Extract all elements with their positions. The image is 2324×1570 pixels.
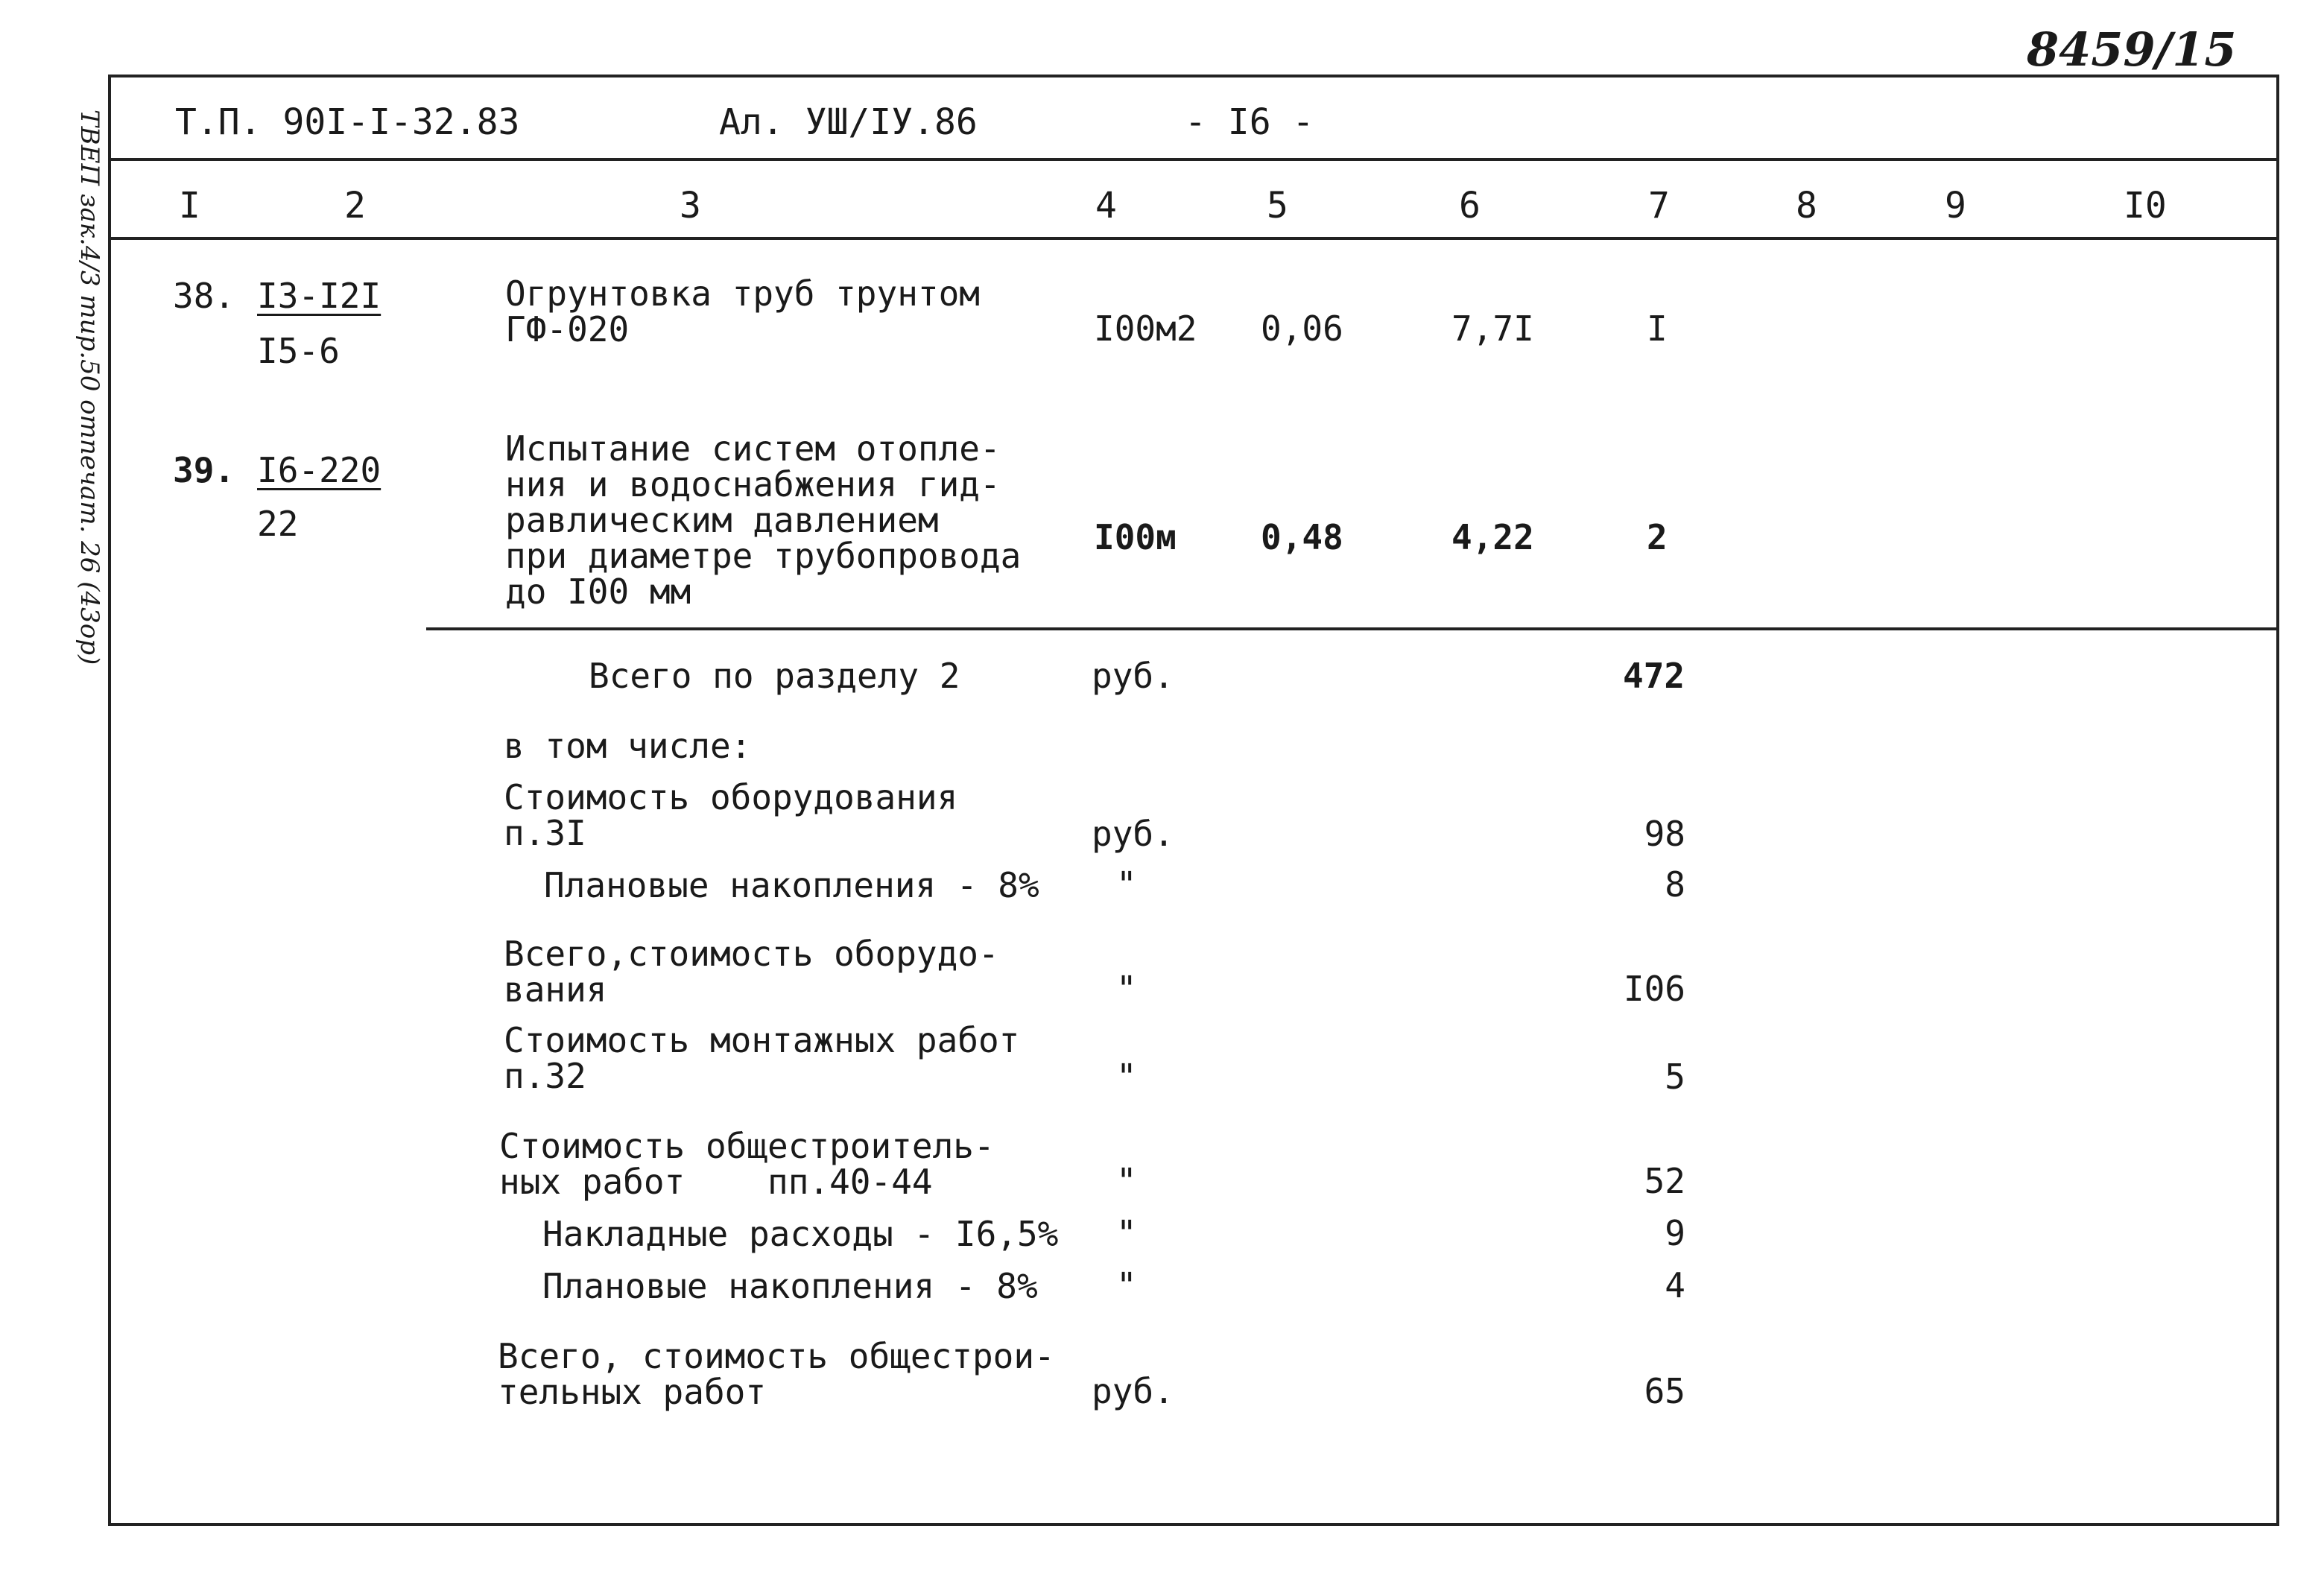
rate-subcode: 22 bbox=[257, 504, 299, 544]
col-header-5: 5 bbox=[1267, 185, 1288, 227]
summary-label: Всего,стоимость оборудо- вания bbox=[504, 934, 999, 1010]
unit: I00м2 bbox=[1094, 308, 1197, 349]
unit-price: 7,7I bbox=[1451, 308, 1534, 349]
margin-stamp: ТВЕП зак.4/3 тир.50 отпечат. 26 (43ор) bbox=[75, 110, 104, 665]
summary-unit: " bbox=[1116, 1057, 1137, 1097]
col-header-1: I bbox=[179, 185, 200, 227]
summary-value: 98 bbox=[1644, 814, 1685, 854]
summary-unit: " bbox=[1116, 1213, 1137, 1253]
row-number: 39. bbox=[173, 450, 235, 490]
unit: I00м bbox=[1094, 517, 1177, 557]
header-divider bbox=[108, 158, 2279, 161]
summary-unit: " bbox=[1116, 1161, 1137, 1201]
album-code: Ал. УШ/IУ.86 bbox=[719, 101, 978, 143]
unit-price: 4,22 bbox=[1451, 517, 1534, 557]
summary-unit: руб. bbox=[1092, 1371, 1174, 1411]
summary-label: Плановые накопления - 8% bbox=[544, 865, 1039, 905]
row-total: 2 bbox=[1647, 517, 1668, 557]
summary-unit: " bbox=[1116, 969, 1137, 1009]
col-header-7: 7 bbox=[1648, 185, 1670, 227]
rate-code: I6-220 bbox=[257, 450, 381, 490]
page-number: - I6 - bbox=[1185, 101, 1314, 143]
quantity: 0,48 bbox=[1261, 517, 1343, 557]
summary-label: Всего, стоимость общестрои- тельных работ bbox=[498, 1336, 1055, 1412]
rate-code: I3-I2I bbox=[257, 276, 381, 316]
summary-label: Стоимость монтажных работ п.32 bbox=[504, 1020, 1020, 1096]
summary-value: 9 bbox=[1665, 1213, 1685, 1253]
col-header-10: I0 bbox=[2124, 185, 2167, 227]
rate-subcode: I5-6 bbox=[257, 331, 340, 371]
row-number: 38. bbox=[173, 276, 235, 316]
summary-unit: " bbox=[1116, 864, 1137, 905]
row-total: I bbox=[1647, 308, 1668, 349]
summary-value: 8 bbox=[1665, 864, 1685, 905]
project-code: Т.П. 90I-I-32.83 bbox=[175, 101, 520, 143]
summary-value: 52 bbox=[1644, 1161, 1685, 1201]
work-description: Испытание систем отопле- ния и водоснабжения гид- равлическим давлением при диаметре трубопровода до I00 мм bbox=[505, 428, 1022, 612]
summary-value: 65 bbox=[1644, 1371, 1685, 1411]
summary-label: Плановые накопления - 8% bbox=[542, 1266, 1038, 1306]
col-header-6: 6 bbox=[1459, 185, 1481, 227]
col-header-9: 9 bbox=[1945, 185, 1966, 227]
section-total-unit: руб. bbox=[1092, 656, 1174, 696]
sheet-number: 8459/15 bbox=[2027, 22, 2237, 77]
page-frame bbox=[108, 75, 2279, 1526]
col-header-8: 8 bbox=[1796, 185, 1817, 227]
summary-unit: " bbox=[1116, 1265, 1137, 1305]
summary-value: 4 bbox=[1665, 1265, 1685, 1305]
work-description: Огрунтовка труб трунтом ГФ-020 bbox=[505, 273, 980, 349]
summary-value: 5 bbox=[1665, 1057, 1685, 1097]
summary-divider bbox=[426, 627, 2279, 630]
col-header-3: 3 bbox=[680, 185, 701, 227]
quantity: 0,06 bbox=[1261, 308, 1343, 349]
section-total-label: Всего по разделу 2 bbox=[589, 656, 960, 696]
summary-value: I06 bbox=[1623, 969, 1685, 1009]
col-header-4: 4 bbox=[1095, 185, 1117, 227]
summary-unit: руб. bbox=[1092, 814, 1174, 854]
including-label: в том числе: bbox=[504, 726, 752, 766]
summary-label: Накладные расходы - I6,5% bbox=[542, 1214, 1059, 1254]
column-header-divider bbox=[108, 237, 2279, 240]
summary-label: Стоимость общестроитель- ных работ пп.40-44 bbox=[499, 1126, 995, 1202]
col-header-2: 2 bbox=[344, 185, 366, 227]
section-total-value: 472 bbox=[1623, 656, 1685, 696]
summary-label: Стоимость оборудования п.3I bbox=[504, 777, 958, 853]
